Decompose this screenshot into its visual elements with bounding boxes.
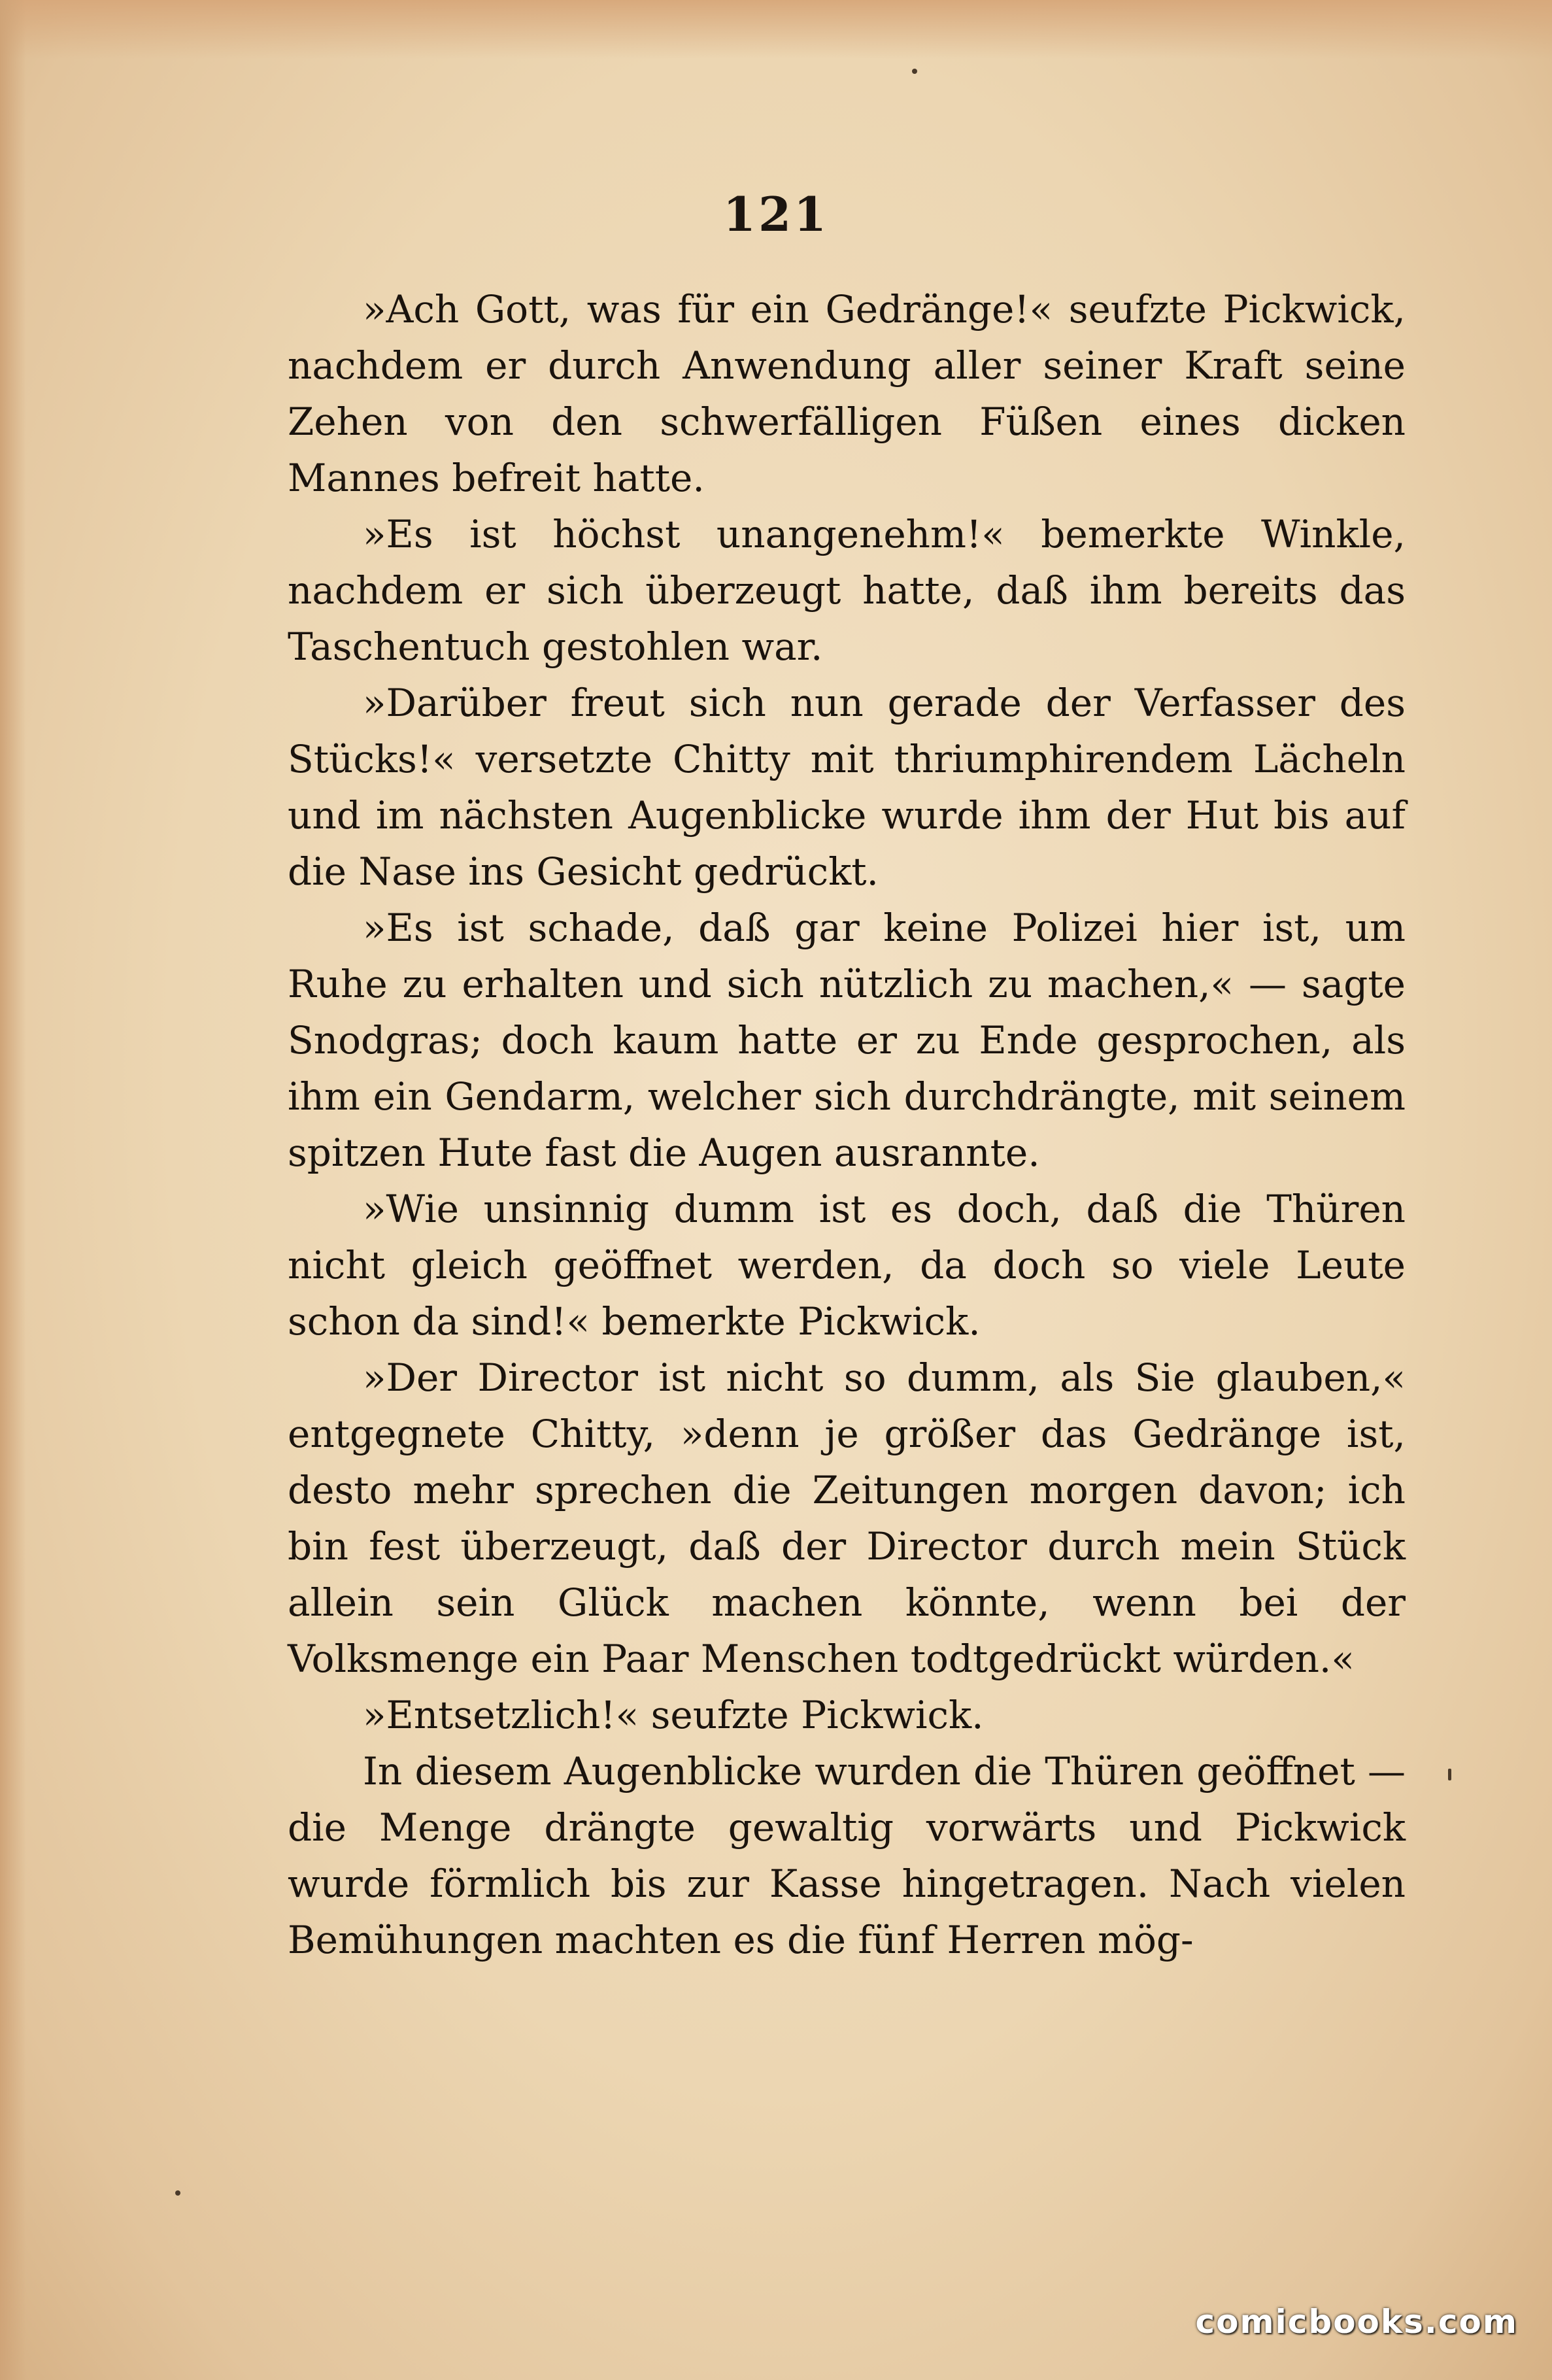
page-body-text [288,281,1406,1968]
page-edge-shadow-top [0,0,1552,59]
paragraph: »Wie unsinnig dumm ist es doch, daß die Thüren nicht gleich geöffnet werden, da doch so viele Leute schon da sind!« bemerkte Pickwick. [288,1187,1406,1344]
ink-speck [912,69,917,74]
paragraph: »Darüber freut sich nun gerade der Verfasser des Stücks!« versetzte Chitty mit thriumphirendem Lächeln und im nächsten Augenblicke wurde ihm der Hut bis auf die Nase ins Gesicht gedrückt. [288,681,1406,894]
paragraph: »Ach Gott, was für ein Gedränge!« seufzte Pickwick, nachdem er durch Anwendung aller seiner Kraft seine Zehen von den schwerfälligen Füßen eines dicken Mannes befreit hatte. [288,287,1406,500]
page-number: 121 [722,186,830,242]
watermark: comicbooks.com [1195,2303,1518,2341]
paragraph: In diesem Augenblicke wurden die Thüren geöffnet — die Menge drängte gewaltig vorwärts und Pickwick wurde förmlich bis zur Kasse hingetragen. Nach vielen Bemühungen machten es die fünf Herren mög- [288,1749,1406,1962]
page-edge-shadow-left [0,0,26,2380]
ink-speck [1448,1769,1451,1780]
paragraph: »Entsetzlich!« seufzte Pickwick. [363,1693,984,1737]
ink-speck [175,2190,180,2196]
paragraph: »Es ist schade, daß gar keine Polizei hier ist, um Ruhe zu erhalten und sich nützlich zu machen,« — sagte Snodgras; doch kaum hatte er zu Ende gesprochen, als ihm ein Gendarm, welcher sich durchdrängte, mit seinem spitzen Hute fast die Augen ausrannte. [288,906,1406,1175]
paragraph: »Es ist höchst unangenehm!« bemerkte Winkle, nachdem er sich überzeugt hatte, daß ihm bereits das Taschentuch gestohlen war. [288,512,1406,669]
paragraph: »Der Director ist nicht so dumm, als Sie glauben,« entgegnete Chitty, »denn je größer das Gedränge ist, desto mehr sprechen die Zeitungen morgen davon; ich bin fest überzeugt, daß der Director durch mein Stück allein sein Glück machen könnte, wenn bei der Volksmenge ein Paar Menschen todtgedrückt würden.« [288,1355,1406,1681]
